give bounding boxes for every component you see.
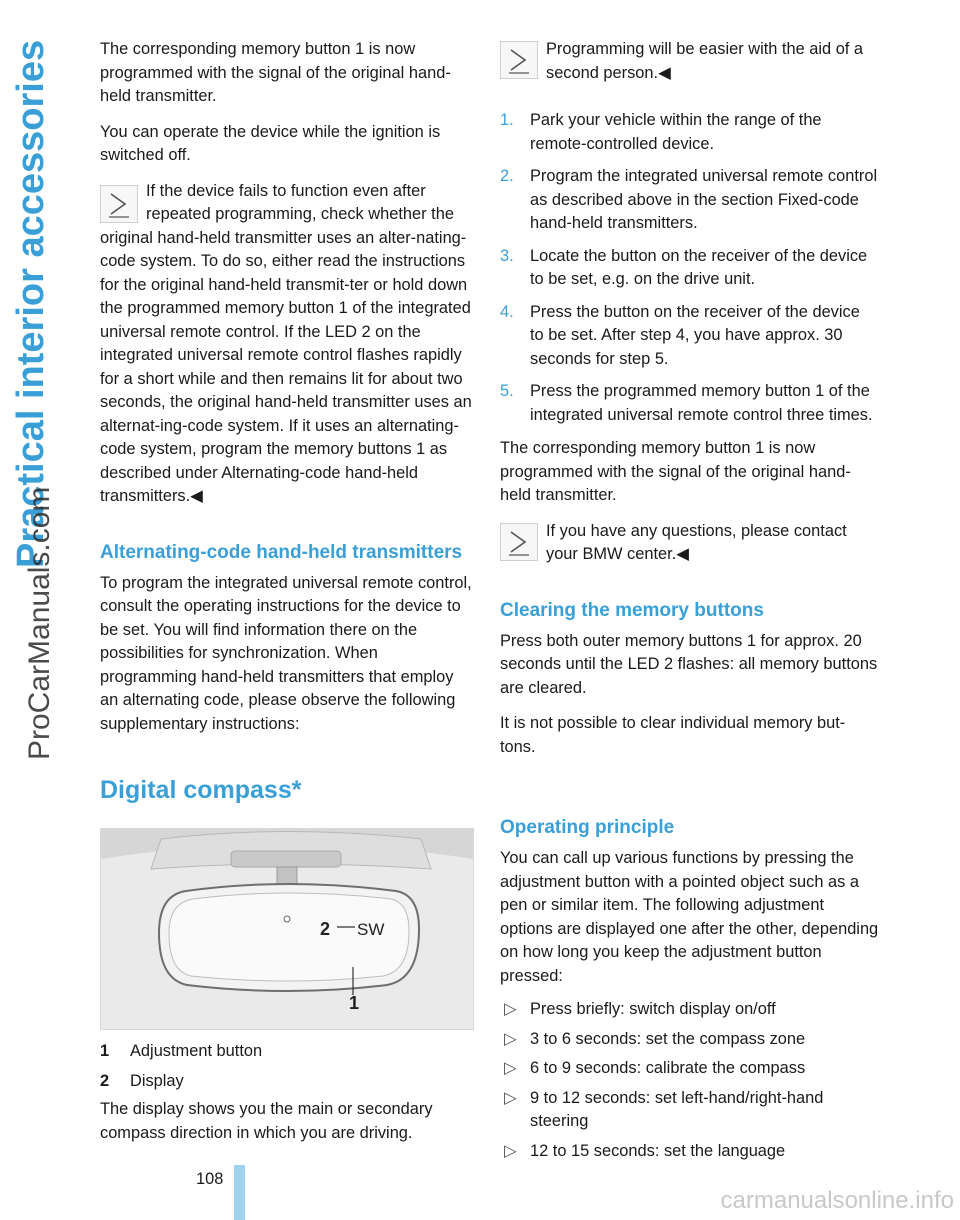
note-block: [100, 180, 475, 521]
mirror-illustration: [100, 828, 474, 1030]
subheading: Operating principle: [500, 817, 675, 838]
note-arrow-icon: [500, 41, 538, 79]
paragraph: The corresponding memory button 1 is now programmed with the signal of the original hand-held transmitter.: [100, 40, 451, 105]
list-item: ▷ 9 to 12 seconds: set left-hand/right-hand steering: [504, 1088, 824, 1130]
note-arrow-icon: [100, 185, 138, 223]
legend-item: 2 Display: [100, 1071, 184, 1090]
section-title: Digital compass*: [100, 776, 302, 804]
paragraph: The corresponding memory button 1 is now programmed with the signal of the original hand-held transmitter.: [500, 439, 851, 504]
paragraph: You can call up various functions by pressing the adjustment button with a pointed object such as a pen or similar item. The following adjustment options are displayed one after the other, depending on how long you keep the adjustment button pressed:: [500, 849, 879, 985]
footer-watermark: carmanualsonline.info: [720, 1187, 954, 1214]
note-block: [500, 38, 878, 97]
note-text: If the device fails to function even after repeated programming, check whether the original hand-held transmitter uses an alter-nating-code system. To do so, either read the instructions for the original hand-held transmit-ter or hold down the programmed memory button 1 of the integrated universal remote control. If the LED 2 on the integrated universal remote control flashes rapidly for a short while and then remains lit for about two seconds, the original hand-held transmitter uses an alternat-ing-code system. If it uses an alternating-code system, program the memory buttons 1 as described under Alternating-code hand-held transmitters.◀: [100, 181, 472, 505]
legend-item: 1 Adjustment button: [100, 1042, 263, 1060]
list-item: 5. Press the programmed memory button 1 of the integrated universal remote control three times.: [500, 382, 873, 424]
list-item: ▷ 12 to 15 seconds: set the language: [500, 1140, 880, 1164]
subheading: Alternating-code hand-held transmitters: [100, 541, 463, 563]
compass-display: SW: [357, 920, 385, 939]
paragraph: You can operate the device while the ignition is switched off.: [100, 122, 441, 164]
note-arrow-icon: [500, 523, 538, 561]
list-item: 3. Locate the button on the receiver of the device to be set, e.g. on the drive unit.: [500, 246, 868, 288]
figure-callout-2: 2: [320, 919, 331, 939]
side-watermark: ProCarManuals.com: [23, 486, 56, 760]
figure-callout-1: 1: [349, 993, 360, 1013]
bullet-arrow-icon: ▷: [504, 1000, 517, 1018]
bullet-arrow-icon: ▷: [504, 1029, 517, 1048]
paragraph: Press both outer memory buttons 1 for approx. 20 seconds until the LED 2 flashes: all memory buttons are cleared.: [500, 631, 878, 697]
bullet-arrow-icon: ▷: [504, 1059, 517, 1077]
bullet-arrow-icon: ▷: [504, 1141, 517, 1160]
list-item: 2. Program the integrated universal remote control as described above in the section Fixed-code hand-held transmitters.: [500, 167, 878, 232]
list-item: ▷ 3 to 6 seconds: set the compass zone: [500, 1028, 880, 1052]
list-item: 4. Press the button on the receiver of the device to be set. After step 4, you have approx. 30 seconds for step 5.: [500, 302, 860, 368]
left-column: [100, 38, 475, 748]
list-item: ▷ Press briefly: switch display on/off: [500, 998, 880, 1022]
paragraph: The display shows you the main or secondary compass direction in which you are driving.: [100, 1100, 433, 1142]
option-list: [500, 998, 880, 1163]
paragraph: It is not possible to clear individual memory but-tons.: [500, 714, 846, 756]
paragraph: To program the integrated universal remote control, consult the operating instructions for the device to be set. You will find information there on the possibilities for synchronization. When programming hand-held transmitters that employ an alternating code, please observe the following supplementary instructions:: [100, 573, 472, 733]
page-marker-bar: [234, 1165, 245, 1220]
chapter-title: Practical interior accessories: [10, 40, 52, 569]
right-column: [500, 38, 878, 771]
bullet-arrow-icon: ▷: [504, 1088, 517, 1107]
note-text: Programming will be easier with the aid of a second person.◀: [546, 40, 864, 82]
list-item: ▷ 6 to 9 seconds: calibrate the compass: [500, 1057, 880, 1081]
page-number: 108: [196, 1170, 224, 1188]
figure-legend: [100, 1040, 475, 1099]
list-item: 1. Park your vehicle within the range of the remote-controlled device.: [500, 111, 822, 153]
note-text: If you have any questions, please contact your BMW center.◀: [546, 521, 847, 563]
subheading: Clearing the memory buttons: [500, 599, 764, 621]
step-list: [500, 109, 878, 427]
note-block: [500, 520, 878, 579]
operating-principle: [500, 816, 880, 1169]
